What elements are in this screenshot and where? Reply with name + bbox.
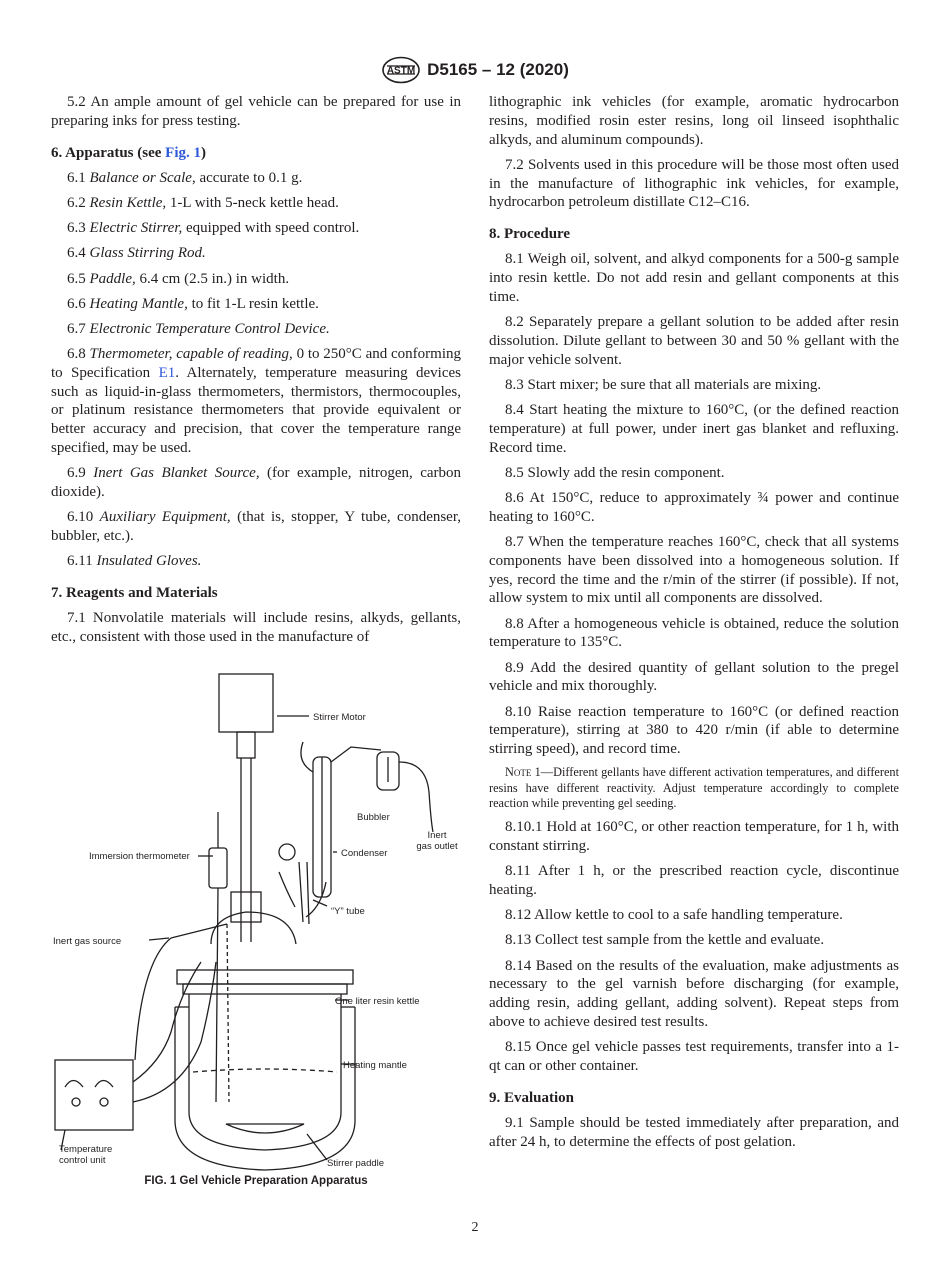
item-6-4: 6.4 Glass Stirring Rod. <box>67 245 206 262</box>
label-kettle: One liter resin kettle <box>335 996 420 1007</box>
stirrer-paddle-icon <box>226 1124 304 1133</box>
note-1: Note 1—Different gellants have different activation temperatures, and different resins have different reactivity. Adjust temperature accordingly to complete reaction while preventing gel seeding. <box>489 765 899 811</box>
paragraph-8-12: 8.12 Allow kettle to cool to a safe handling temperature. <box>505 907 843 924</box>
left-column <box>51 93 461 653</box>
label-control-unit: control unit <box>59 1155 106 1166</box>
item-6-10: 6.10 Auxiliary Equipment, (that is, stopper, Y tube, condenser, bubbler, etc.). <box>51 509 461 545</box>
control-unit-icon <box>55 1060 133 1130</box>
paragraph-7-1: 7.1 Nonvolatile materials will include resins, alkyds, gellants, etc., consistent with those used in the manufacture of <box>51 610 461 646</box>
paragraph-8-8: 8.8 After a homogeneous vehicle is obtained, reduce the solution temperature to 135°C. <box>489 615 899 651</box>
e1-link[interactable]: E1 <box>158 364 176 381</box>
paragraph-9-1: 9.1 Sample should be tested immediately after preparation, and after 24 h, to determine the effects of post gelation. <box>489 1114 899 1150</box>
item-6-8: 6.8 Thermometer, capable of reading, 0 to 250°C and conforming to Specification E1. Alternately, temperature measuring devices such as liquid-in-glass thermometers, thermistors, thermocouples, or platinum resistance thermometers that provide equivalent or better accuracy and precision, that cover the temperature range specified, may be used. <box>51 346 462 457</box>
section-6-heading: 6. Apparatus (see Fig. 1) <box>51 144 207 161</box>
item-6-2: 6.2 Resin Kettle, 1-L with 5-neck kettle head. <box>67 194 339 211</box>
figure-1 <box>51 662 461 1197</box>
paragraph-8-10: 8.10 Raise reaction temperature to 160°C (or defined reaction temperature), stirring at 380 to 420 r/min (if able to determine stirring speed), and record time. <box>489 703 899 758</box>
label-inert-gas-source: Inert gas source <box>53 936 122 947</box>
standard-designation: D5165 – 12 (2020) <box>427 60 569 79</box>
page-header <box>0 56 950 84</box>
label-bubbler: Bubbler <box>357 812 390 823</box>
paragraph-8-3: 8.3 Start mixer; be sure that all materials are mixing. <box>505 376 822 393</box>
paragraph-8-9: 8.9 Add the desired quantity of gellant solution to the pregel vehicle and mix thoroughly. <box>489 659 899 695</box>
right-column <box>489 93 899 1158</box>
label-gas-outlet: gas outlet <box>416 841 458 852</box>
label-y-tube: “Y” tube <box>331 906 365 917</box>
section-7-heading: 7. Reagents and Materials <box>51 585 218 602</box>
item-6-3: 6.3 Electric Stirrer, equipped with speed control. <box>67 220 360 237</box>
label-inert: Inert <box>427 830 447 841</box>
figure-caption: FIG. 1 Gel Vehicle Preparation Apparatus <box>144 1175 368 1187</box>
label-stirrer-motor: Stirrer Motor <box>313 712 366 723</box>
page-number: 2 <box>471 1220 479 1235</box>
paragraph-7-2: 7.2 Solvents used in this procedure will be those most often used in the manufacture of lithographic ink vehicles, for example, hydrocarbon petroleum distillate C12–C16. <box>489 156 899 211</box>
paragraph-8-5: 8.5 Slowly add the resin component. <box>505 464 725 481</box>
fig-1-link[interactable]: Fig. 1 <box>165 144 202 161</box>
label-temperature: Temperature <box>59 1144 113 1155</box>
paragraph-7-1-continued: lithographic ink vehicles (for example, aromatic hydrocarbon resins, modified rosin ester resins, long oil linseed isophthalic alkyds, and aluminum compounds). <box>489 94 899 148</box>
paragraph-8-1: 8.1 Weigh oil, solvent, and alkyd components for a 500-g sample into resin kettle. Do not add resin and gellant components at this time. <box>489 251 899 305</box>
item-6-6: 6.6 Heating Mantle, to fit 1-L resin kettle. <box>67 295 319 312</box>
label-immersion-thermometer: Immersion thermometer <box>89 851 190 862</box>
section-9-heading: 9. Evaluation <box>489 1089 575 1106</box>
paragraph-8-4: 8.4 Start heating the mixture to 160°C, (or the defined reaction temperature) at full power, under inert gas blanket and refluxing. Record time. <box>489 402 899 456</box>
stirrer-motor-icon <box>219 674 273 732</box>
astm-logo-icon <box>381 56 421 84</box>
thermometer-icon <box>209 848 227 888</box>
paragraph-8-2: 8.2 Separately prepare a gellant solution to be added after resin dissolution. Dilute gellant to between 30 and 50 % gellant with the major vehicle solvent. <box>489 314 899 368</box>
label-condenser: Condenser <box>341 848 388 859</box>
svg-text:ASTM: ASTM <box>386 65 416 77</box>
paragraph-8-7: 8.7 When the temperature reaches 160°C, check that all systems components have been dissolved into a homogeneous solution. If yes, record the time and the r/min of the stirrer (if possible). If not, allow system to mix until all components are dissolved. <box>489 534 899 607</box>
label-heating-mantle: Heating mantle <box>343 1060 407 1071</box>
item-6-5: 6.5 Paddle, 6.4 cm (2.5 in.) in width. <box>67 270 290 287</box>
item-6-11: 6.11 Insulated Gloves. <box>67 553 202 570</box>
paragraph-8-13: 8.13 Collect test sample from the kettle and evaluate. <box>505 932 825 949</box>
apparatus-diagram <box>51 662 461 1172</box>
paragraph-8-14: 8.14 Based on the results of the evaluation, make adjustments as necessary to the gel varnish before discharging (for example, adding resin, adding gellant, adding solvent). Repeat steps from above to achieve desired test results. <box>489 957 899 1031</box>
paragraph-5-2: 5.2 An ample amount of gel vehicle can be prepared for use in preparing inks for press testing. <box>51 94 461 129</box>
item-6-1: 6.1 Balance or Scale, accurate to 0.1 g. <box>67 169 303 186</box>
label-stirrer-paddle: Stirrer paddle <box>327 1158 385 1169</box>
paragraph-8-6: 8.6 At 150°C, reduce to approximately ¾ power and continue heating to 160°C. <box>489 490 899 525</box>
paragraph-8-10-1: 8.10.1 Hold at 160°C, or other reaction temperature, for 1 h, with constant stirring. <box>489 819 899 855</box>
paragraph-8-15: 8.15 Once gel vehicle passes test requirements, transfer into a 1-qt can or other container. <box>489 1039 899 1074</box>
item-6-7: 6.7 Electronic Temperature Control Device. <box>67 320 330 337</box>
paragraph-8-11: 8.11 After 1 h, or the prescribed reaction cycle, discontinue heating. <box>489 863 899 899</box>
item-6-9: 6.9 Inert Gas Blanket Source, (for example, nitrogen, carbon dioxide). <box>51 465 461 501</box>
section-8-heading: 8. Procedure <box>489 226 571 243</box>
